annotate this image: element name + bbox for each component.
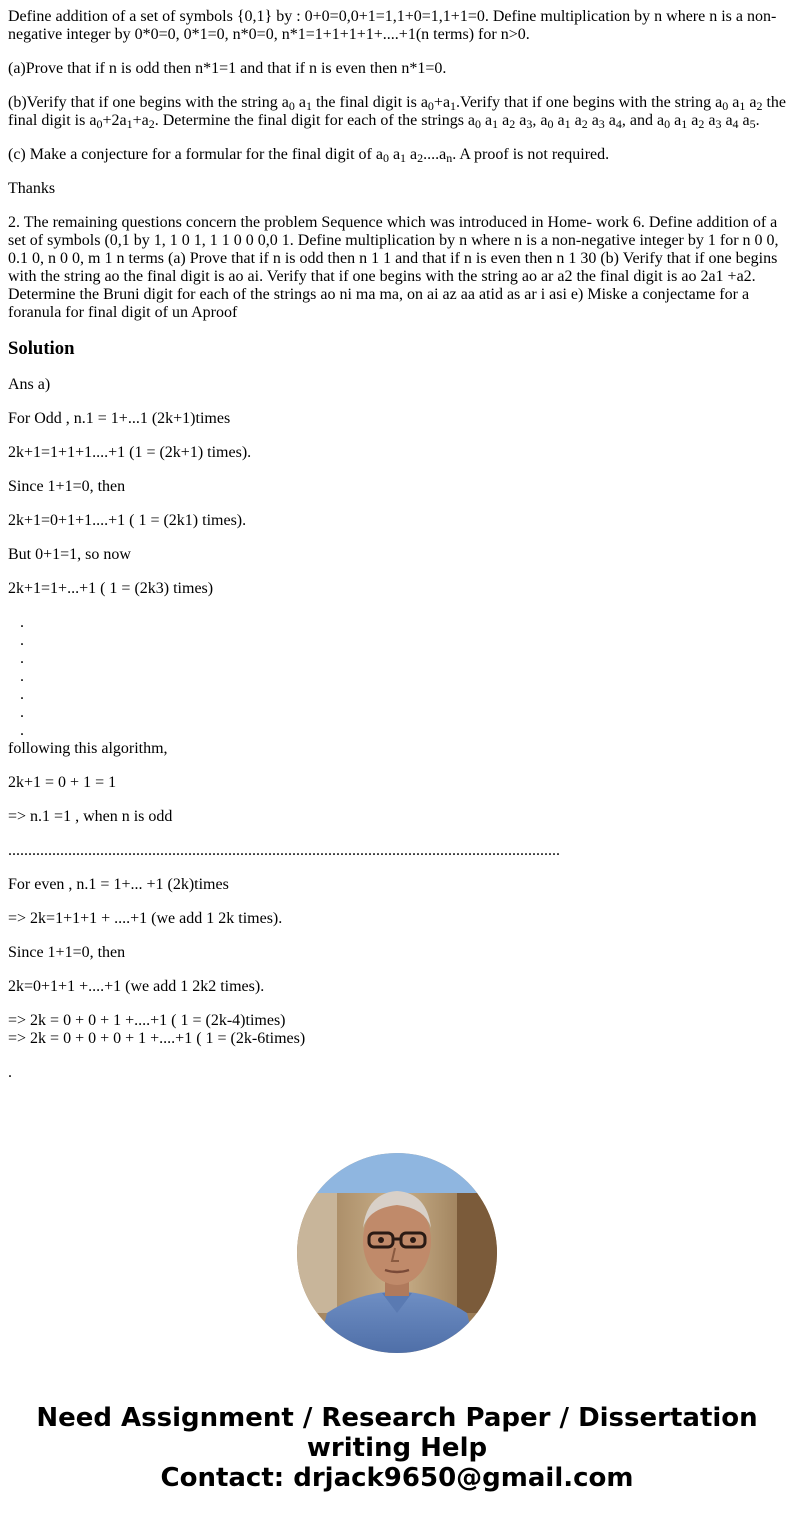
odd-step: For Odd , n.1 = 1+...1 (2k+1)times [8,410,231,427]
odd-step: 2k+1=0+1+1....+1 ( 1 = (2k1) times). [8,512,247,529]
document-body [8,0,786,1082]
even-step: For even , n.1 = 1+... +1 (2k)times [8,876,229,893]
question-part-b: (b)Verify that if one begins with the string $a_0$ $a_1$ the final digit is $a_0+a_1.Verify$ that if one begins with the string $a_0$ $a_1$ $a_2$ the final digit is $a_0+2a_1+a_2$. Determine the final digit for each of the strings $a_0$ $a_1$ $a_2$ $a_3$, $a_0$ $a_1$ $a_2$ $a_3$ $a_4$, and $a_0$ $a_1$ $a_2$ $a_3$ $a_4$ $a_5$. [8,94,786,131]
contact-email: Contact: drjack9650@gmail.com [160,1463,634,1493]
banner-line: Need Assignment / Research Paper / Dissertation [36,1403,758,1433]
even-step: => 2k = 0 + 0 + 1 +....+1 ( 1 = (2k-4)times) [8,1012,286,1029]
odd-result: 2k+1 = 0 + 1 = 1 [8,774,117,791]
dot: . [20,686,24,703]
odd-step: 2k+1=1+...+1 ( 1 = (2k3) times) [8,580,214,597]
even-step: 2k=0+1+1 +....+1 (we add 1 2k2 times). [8,978,265,995]
end-dot: . [8,1064,12,1081]
even-step: => 2k=1+1+1 + ....+1 (we add 1 2k times). [8,910,283,927]
even-step: => 2k = 0 + 0 + 0 + 1 +....+1 ( 1 = (2k-6times) [8,1030,306,1047]
dot: . [20,668,24,685]
separator-line: .......................................................................................................................................... [8,842,560,859]
algorithm-note: following this algorithm, [8,740,168,757]
author-avatar [297,1153,497,1353]
question-part-a: (a)Prove that if n is odd then n*1=1 and that if n is even then n*1=0. [8,60,447,77]
dot: . [20,722,24,739]
contact-banner [0,1403,794,1493]
thanks-text: Thanks [8,180,56,197]
banner-line: writing Help [306,1433,488,1463]
solution-heading: Solution [8,338,75,359]
vertical-dots [8,614,786,740]
odd-step: But 0+1=1, so now [8,546,131,563]
dot: . [20,632,24,649]
ocr-question-text: 2. The remaining questions concern the problem Sequence which was introduced in Home- work 6. Define addition of a set of symbols (0,1 by 1, 1 0 1, 1 1 0 0 0,0 1. Define multiplication by n where n is a non-negative integer by 1 for n 0 0, 0.1 0, n 0 0, m 1 n terms (a) Prove that if n is odd then n 1 1 and that if n is even then n 1 30 (b) Verify that if one begins with the string ao the final digit is ao ai. Verify that if one begins with the string ao ar a2 the final digit is ao 2a1 +a2. Determine the Bruni digit for each of the strings ao ni ma ma, on ai az aa atid as ar i asi e) Miske a conjectame for a foranula for final digit of un Aproof [8,214,779,321]
question-part-c: (c) Make a conjecture for a formular for the final digit of $a_0$ $a_1$ $a_2....a_n$. A proof is not required. [8,146,610,165]
dot: . [20,704,24,721]
odd-result: => n.1 =1 , when n is odd [8,808,173,825]
odd-step: 2k+1=1+1+1....+1 (1 = (2k+1) times). [8,444,252,461]
odd-step: Since 1+1=0, then [8,478,126,495]
even-step: Since 1+1=0, then [8,944,126,961]
question-intro: Define addition of a set of symbols {0,1} by : 0+0=0,0+1=1,1+0=1,1+1=0. Define multiplication by n where n is a non-negative integer by 0*0=0, 0*1=0, n*0=0, n*1=1+1+1+1+....+1(n terms) for n>0. [8,8,777,43]
answer-label: Ans a) [8,376,51,393]
dot: . [20,650,24,667]
dot: . [20,614,24,631]
author-portrait-image [297,1153,497,1353]
